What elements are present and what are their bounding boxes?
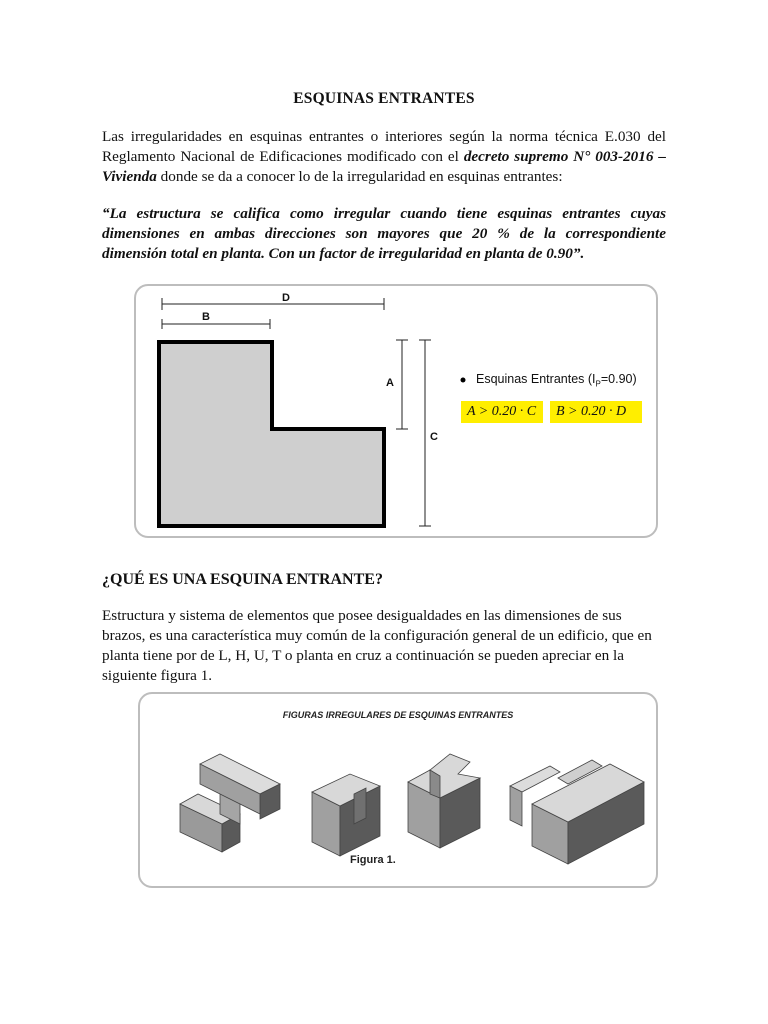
shapes-drawing bbox=[140, 724, 656, 874]
h-shape-3d bbox=[510, 760, 644, 864]
bullet-item bbox=[476, 372, 637, 389]
bullet-value: =0.90) bbox=[600, 372, 637, 386]
irregular-shapes-figure bbox=[138, 692, 658, 888]
bullet-label: Esquinas Entrantes (I bbox=[476, 372, 596, 386]
formula-a: A > 0.20 · C bbox=[461, 401, 543, 423]
label-d: D bbox=[282, 292, 290, 304]
intro-text-2: donde se da a conocer lo de la irregularidad en esquinas entrantes: bbox=[156, 168, 563, 185]
intro-paragraph bbox=[102, 127, 666, 187]
section-heading: ¿QUÉ ES UNA ESQUINA ENTRANTE? bbox=[102, 571, 383, 588]
decree-reference: decreto supremo N° 003-2016 – Vivienda bbox=[102, 148, 666, 185]
label-c: C bbox=[430, 431, 438, 443]
label-b: B bbox=[202, 311, 210, 323]
reentrant-corner-diagram bbox=[134, 284, 658, 538]
bullet-subscript: P bbox=[595, 379, 601, 389]
figure-title: FIGURAS IRREGULARES DE ESQUINAS ENTRANTES bbox=[282, 710, 514, 720]
formula-b: B > 0.20 · D bbox=[550, 401, 642, 423]
intro-text-1: Las irregularidades en esquinas entrantes o interiores según la norma técnica E.030 del Reglamento Nacional de Edificaciones modificado con el bbox=[102, 128, 666, 165]
label-a: A bbox=[386, 377, 394, 389]
figure-caption: Figura 1. bbox=[350, 854, 396, 866]
l-shape-plan bbox=[159, 342, 384, 526]
t-shape-3d bbox=[180, 754, 280, 852]
page-title: ESQUINAS ENTRANTES bbox=[293, 90, 475, 107]
bullet-dot bbox=[461, 378, 466, 383]
cross-shape-3d bbox=[408, 754, 480, 848]
section-paragraph: Estructura y sistema de elementos que posee desigualdades en las dimensiones de sus brazos, es una característica muy común de la configuración general de un edificio, que en planta tiene por de L, H, U, T o planta en cruz a continuación se pueden apreciar en la siguiente figura 1. bbox=[102, 607, 652, 684]
l-shape-3d bbox=[312, 774, 380, 856]
norm-quote: “La estructura se califica como irregular cuando tiene esquinas entrantes cuyas dimensiones en ambas direcciones son mayores que 20 % de la correspondiente dimensión total en planta. Con un factor de irregularidad en planta de 0.90”. bbox=[102, 205, 666, 262]
